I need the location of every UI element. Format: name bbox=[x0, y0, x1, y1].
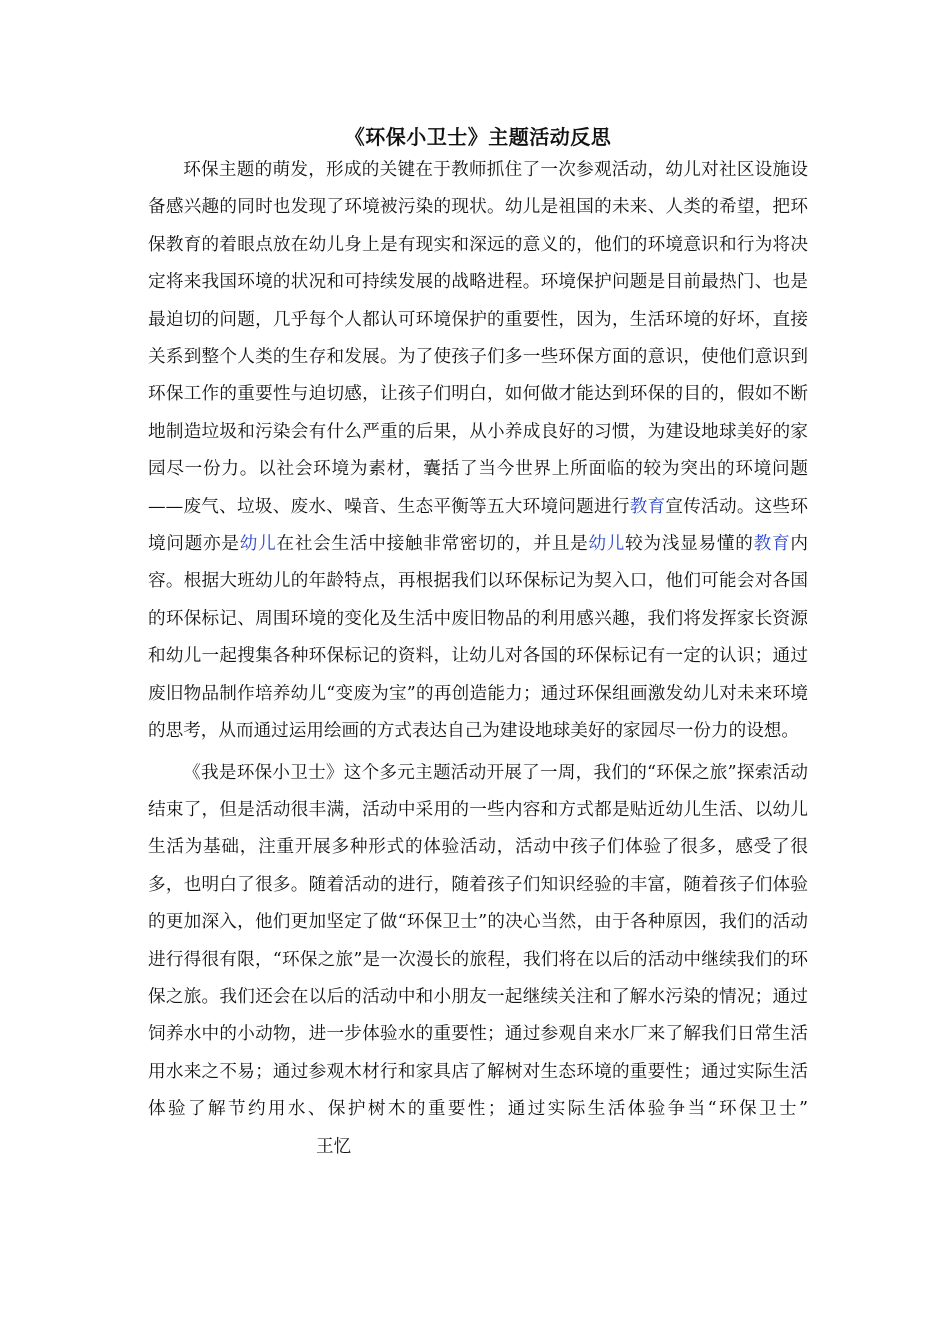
link-child-1[interactable]: 幼儿 bbox=[239, 534, 277, 555]
paragraph-1-text-a: 环保主题的萌发，形成的关键在于教师抓住了一次参观活动，幼儿对社区设施设备感兴趣的同时也发现了环境被污染的现状。幼儿是祖国的未来、人类的希望，把环保教育的着眼点放在幼儿身上是有现实和深远的意义的，他们的环境意识和行为将决定将来我国环境的状况和可持续发展的战略进程。环境保护问题是目前最热门、也是最迫切的问题，几乎每个人都认可环境保护的重要性，因为，生活环境的好坏，直接关系到整个人类的生存和发展。为了使孩子们多一些环保方面的意识，使他们意识到环保工作的重要性与迫切感，让孩子们明白，如何做才能达到环保的目的，假如不断地制造垃圾和污染会有什么严重的后果，从小养成良好的习惯，为建设地球美好的家园尽一份力。以社会环境为素材，囊括了当今世界上所面临的较为突出的环境问题——废气、垃圾、废水、噪音、生态平衡等五大环境问题进行 bbox=[148, 160, 808, 517]
paragraph-2 bbox=[148, 755, 808, 1166]
paragraph-1-text-d: 较为浅显易懂的 bbox=[625, 534, 754, 555]
document-body bbox=[148, 122, 808, 1166]
paragraph-1-text-e: 内容。根据大班幼儿的年龄特点，再根据我们以环保标记为契入口，他们可能会对各国的环保标记、周围环境的变化及生活中废旧物品的利用感兴趣，我们将发挥家长资源和幼儿一起搜集各种环保标记的资料，让幼儿对各国的环保标记有一定的认识；通过废旧物品制作培养幼儿“变废为宝”的再创造能力；通过环保组画激发幼儿对未来环境的思考，从而通过运用绘画的方式表达自己为建设地球美好的家园尽一份力的设想。 bbox=[148, 534, 808, 742]
link-education-2[interactable]: 教育 bbox=[753, 534, 791, 555]
document-title: 《环保小卫士》主题活动反思 bbox=[344, 125, 612, 149]
link-child-2[interactable]: 幼儿 bbox=[588, 534, 626, 555]
paragraph-2-text: 《我是环保小卫士》这个多元主题活动开展了一周，我们的“环保之旅”探索活动结束了，但是活动很丰满，活动中采用的一些内容和方式都是贴近幼儿生活、以幼儿生活为基础，注重开展多种形式的体验活动，活动中孩子们体验了很多，感受了很多，也明白了很多。随着活动的进行，随着孩子们知识经验的丰富，随着孩子们体验的更加深入，他们更加坚定了做“环保卫士”的决心当然，由于各种原因，我们的活动进行得很有限，“环保之旅”是一次漫长的旅程，我们将在以后的活动中继续我们的环保之旅。我们还会在以后的活动中和小朋友一起继续关注和了解水污染的情况；通过饲养水中的小动物，进一步体验水的重要性；通过参观自来水厂来了解我们日常生活用水来之不易；通过参观木材行和家具店了解树对生态环境的重要性；通过实际生活体验了解节约用水、保护树木的重要性；通过实际生活体验争当“环保卫士” bbox=[148, 762, 808, 1120]
paragraph-1 bbox=[148, 152, 808, 751]
author-name: 王忆 bbox=[316, 1136, 352, 1157]
paragraph-1-text-b: 宣传活动。这些环境问题亦是 bbox=[148, 496, 808, 555]
paragraph-1-text-c: 在社会生活中接触非常密切的，并且是 bbox=[276, 534, 589, 555]
link-education-1[interactable]: 教育 bbox=[629, 496, 666, 517]
